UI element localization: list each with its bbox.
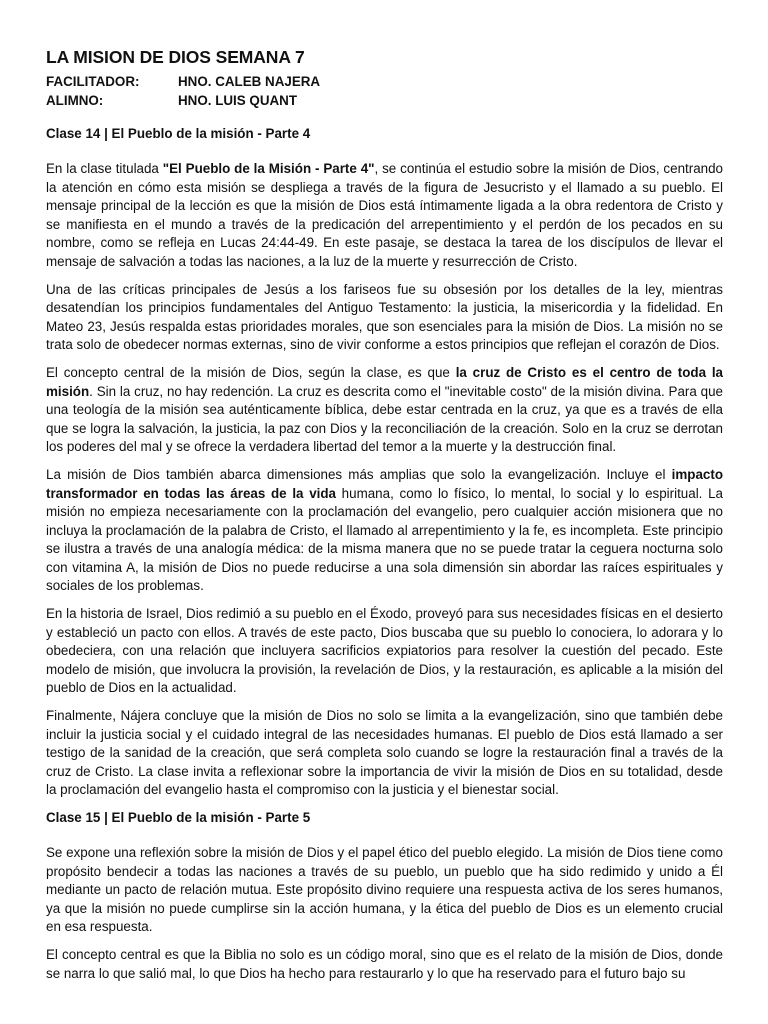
paragraph-text: La misión de Dios también abarca dimensiones más amplias que solo la evangelización. Incluye el	[46, 466, 672, 482]
paragraph	[46, 281, 723, 355]
paragraph-text: En la clase titulada	[46, 161, 163, 176]
paragraph-text: . Sin la cruz, no hay redención. La cruz es descrita como el "inevitable costo" de la misión divina. Para que una teología de la misión sea auténticamente bíblica, debe estar centrada en la cruz, ya que es a través de ella que se logra la salvación, la justicia, la paz con Dios y la reconciliación de la creación. Solo en la cruz se derrotan los poderes del mal y se ofrece la verdadera libertad del temor a la muerte y la destrucción final.	[46, 383, 723, 455]
paragraph	[46, 844, 723, 937]
paragraph-text: El concepto central de la misión de Dios, según la clase, es que	[46, 364, 456, 380]
paragraph-text: humana, como lo físico, lo mental, lo social y lo espiritual. La misión no empieza necesariamente con la proclamación del evangelio, pero cualquier acción misionera que no incluya la proclamación de la palabra de Cristo, el llamado al arrepentimiento y la fe, es incompleta. Este principio se ilustra a través de una analogía médica: de la misma manera que no se puede tratar la ceguera nocturna solo con vitamina A, la misión de Dios no puede reducirse a una sola dimensión sin abordar las raíces espirituales y sociales de los problemas.	[46, 485, 723, 594]
paragraph-bold-text: impacto transformador en todas las áreas de la vida	[46, 466, 723, 501]
paragraph	[46, 466, 723, 596]
paragraph-text: El concepto central es que la Biblia no solo es un código moral, sino que es el relato de la misión de Dios, donde se narra lo que salió mal, lo que Dios ha hecho para restaurarlo y lo que ha reservado para el futuro bajo su	[46, 946, 723, 981]
section-heading-clase-14: Clase 14 | El Pueblo de la misión - Parte 4	[46, 126, 311, 141]
student-value: HNO. LUIS QUANT	[178, 93, 298, 108]
paragraph-bold-text: "El Pueblo de la Misión - Parte 4"	[162, 161, 375, 176]
facilitator-label: FACILITADOR:	[46, 74, 140, 89]
paragraph-text: Una de las críticas principales de Jesús a los fariseos fue su obsesión por los detalles de la ley, mientras desatendían los principios fundamentales del Antiguo Testamento: la justicia, la misericordia y la fidelidad. En Mateo 23, Jesús respalda estas prioridades morales, que son esenciales para la misión de Dios. La misión no se trata solo de obedecer normas externas, sino de vivir conforme a estos principios que reflejan el corazón de Dios.	[46, 281, 723, 353]
paragraph	[46, 707, 723, 800]
paragraph-text: Se expone una reflexión sobre la misión de Dios y el papel ético del pueblo elegido. La misión de Dios tiene como propósito bendecir a todas las naciones a través de su pueblo, un pueblo que ha sido redimido y unido a Él mediante un pacto de relación mutua. Este propósito divino requiere una respuesta activa de los seres humanos, ya que la misión no puede cumplirse sin la acción humana, y la ética del pueblo de Dios es un elemento crucial en esa respuesta.	[46, 845, 723, 935]
student-row	[46, 91, 723, 110]
paragraph	[46, 160, 723, 272]
paragraph-bold-text: la cruz de Cristo es el centro de toda la misión	[46, 364, 723, 399]
paragraph-text: En la historia de Israel, Dios redimió a su pueblo en el Éxodo, proveyó para sus necesidades físicas en el desierto y estableció un pacto con ellos. A través de este pacto, Dios buscaba que su pueblo lo conociera, lo adorara y lo obedeciera, con una relación que incluyera sacrificios expiatorios para resolver la cuestión del pecado. Este modelo de misión, que involucra la provisión, la revelación de Dios, y la restauración, es aplicable a la misión del pueblo de Dios en la actualidad.	[46, 606, 723, 696]
paragraph	[46, 605, 723, 698]
student-label: ALIMNO:	[46, 93, 104, 108]
paragraph	[46, 946, 723, 983]
paragraph-text: , se continúa el estudio sobre la misión de Dios, centrando la atención en cómo esta misión se despliega a través de la figura de Jesucristo y el llamado a su pueblo. El mensaje principal de la lección es que la misión de Dios está íntimamente ligada a la obra redentora de Cristo y se manifiesta en el mundo a través de la predicación del arrepentimiento y el perdón de los pecados en su nombre, como se refleja en Lucas 24:44-49. En este pasaje, se destaca la tarea de los discípulos de llevar el mensaje de salvación a todas las naciones, a la luz de la muerte y resurrección de Cristo.	[46, 161, 723, 269]
section-heading-clase-15: Clase 15 | El Pueblo de la misión - Parte 5	[46, 810, 311, 825]
document-title: LA MISION DE DIOS SEMANA 7	[46, 47, 305, 67]
facilitator-value: HNO. CALEB NAJERA	[178, 74, 321, 89]
paragraph-text: Finalmente, Nájera concluye que la misión de Dios no solo se limita a la evangelización, sino que también debe incluir la justicia social y el cuidado integral de las necesidades humanas. El pueblo de Dios está llamado a ser testigo de la sanidad de la creación, que será completa solo cuando se logre la restauración final a través de la cruz de Cristo. La clase invita a reflexionar sobre la importancia de vivir la misión de Dios en su totalidad, desde la proclamación del evangelio hasta el compromiso con la justicia y el bienestar social.	[46, 708, 723, 798]
facilitator-row	[46, 72, 723, 91]
paragraph	[46, 364, 723, 457]
